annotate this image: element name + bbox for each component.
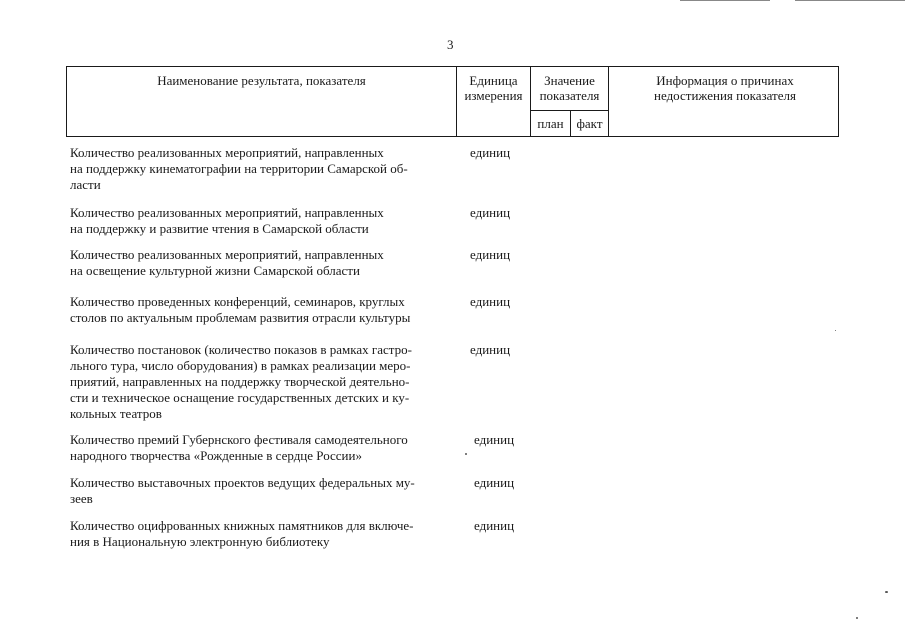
- page-number: 3: [447, 37, 454, 52]
- header-name-label: Наименование результата, показателя: [157, 73, 366, 88]
- table-row-name: Количество реализованных мероприятий, направленных на поддержку кинематографии на территории Самарской об- ласти: [70, 145, 408, 192]
- header-reason-label: Информация о причинах недостижения показателя: [654, 73, 796, 103]
- table-row-name: Количество реализованных мероприятий, направленных на освещение культурной жизни Самарской области: [70, 247, 384, 278]
- table-row-unit: единиц: [470, 294, 511, 309]
- table-row-name: Количество проведенных конференций, семинаров, круглых столов по актуальным проблемам развития отрасли культуры: [70, 294, 411, 325]
- table-row-unit: единиц: [470, 342, 511, 357]
- header-value-label: Значение показателя: [539, 73, 600, 103]
- header-unit-label: Единица измерения: [464, 73, 523, 103]
- scan-speck: [465, 453, 467, 455]
- table-row-name: Количество оцифрованных книжных памятников для включе- ния в Национальную электронную библиотеку: [70, 518, 414, 549]
- scan-edge-line: [680, 0, 770, 1]
- scan-speck: [856, 617, 858, 619]
- table-row-unit: единиц: [470, 247, 511, 262]
- table-row-name: Количество выставочных проектов ведущих федеральных му- зеев: [70, 475, 415, 506]
- table-row-name: Количество премий Губернского фестиваля самодеятельного народного творчества «Рожденные в сердце России»: [70, 432, 408, 463]
- scan-speck: [885, 591, 888, 593]
- table-row-unit: единиц: [474, 432, 515, 447]
- scan-edge-line: [795, 0, 905, 1]
- header-plan-label: план: [537, 116, 564, 131]
- header-fact-label: факт: [576, 116, 603, 131]
- table-row-unit: единиц: [474, 475, 515, 490]
- table-row-unit: единиц: [470, 205, 511, 220]
- table-row-name: Количество реализованных мероприятий, направленных на поддержку и развитие чтения в Самарской области: [70, 205, 384, 236]
- table-row-unit: единиц: [470, 145, 511, 160]
- table-row-unit: единиц: [474, 518, 515, 533]
- scan-speck: [835, 330, 836, 331]
- table-row-name: Количество постановок (количество показов в рамках гастро- льного тура, число оборудования) в рамках реализации меро- приятий, направленных на поддержку творческой деятельно- сти и техническое оснащение государственных детских и ку- кольных театров: [70, 342, 412, 421]
